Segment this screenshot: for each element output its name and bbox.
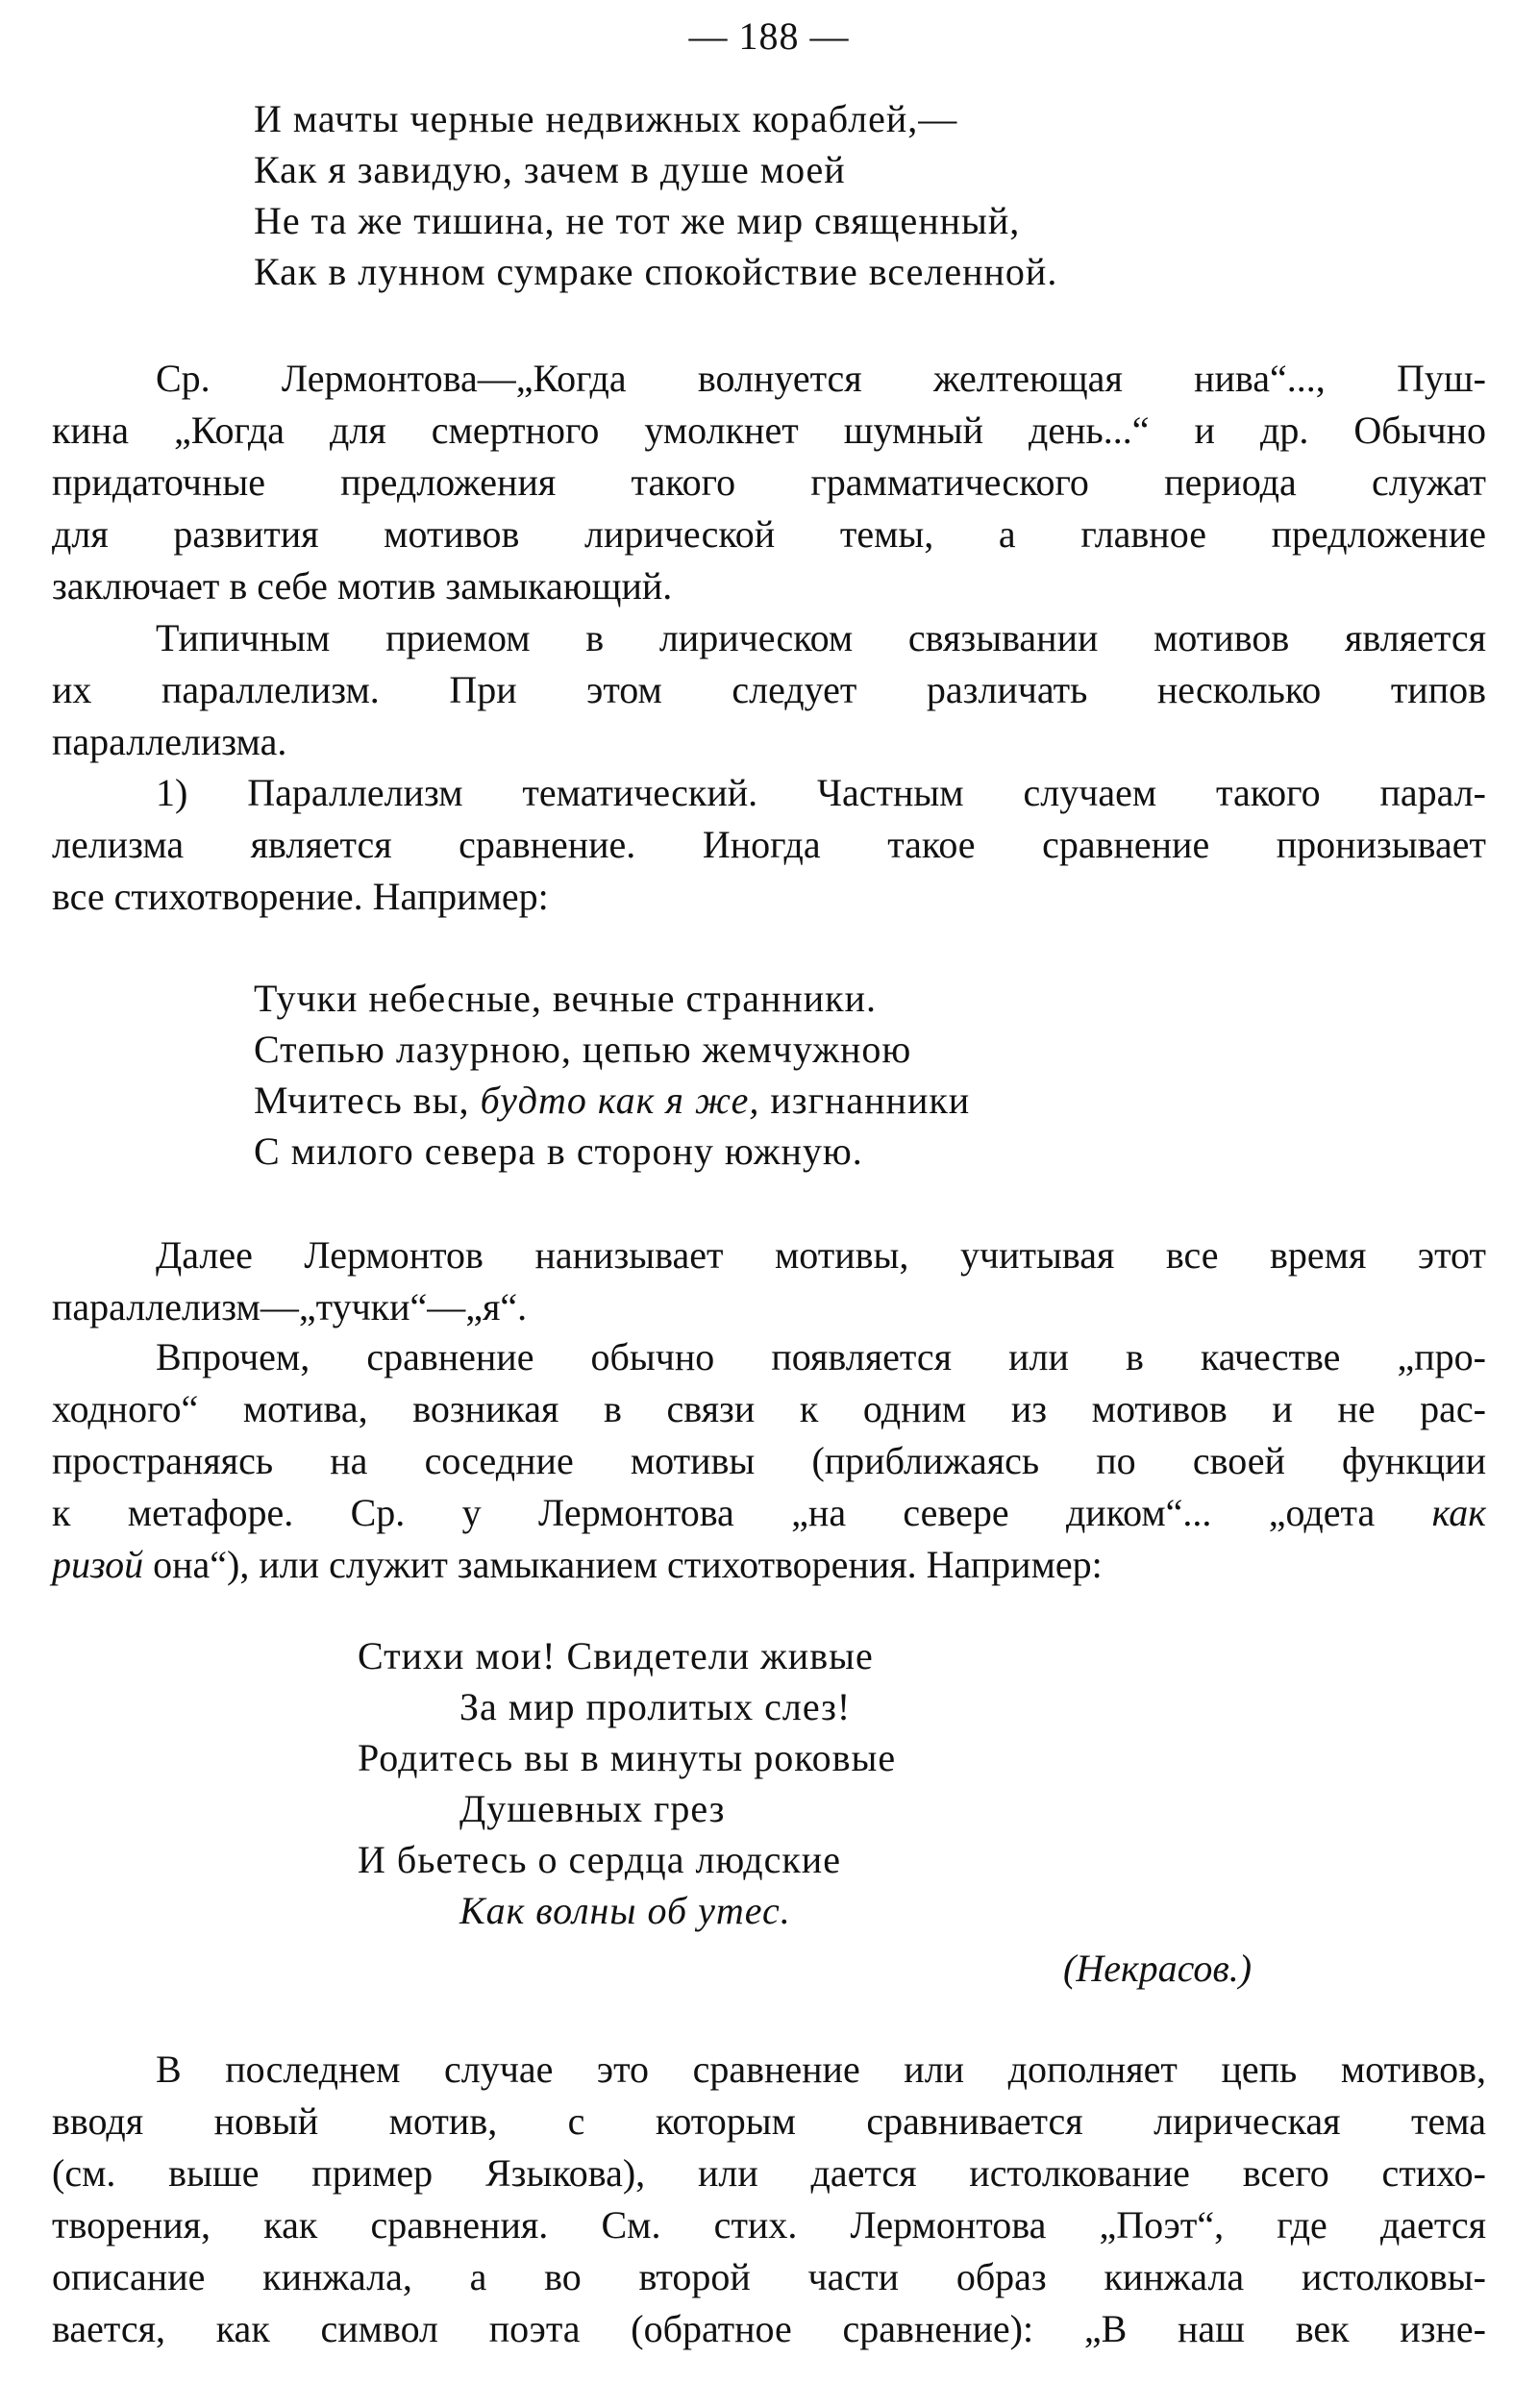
verse-line: За мир пролитых слез! [459,1685,852,1728]
text-line: Впрочем, сравнение обычно появляется или в качестве „про- [156,1335,1486,1378]
text-line: описание кинжала, а во второй части образ кинжала истолковы- [52,2255,1486,2298]
text-line [52,1540,1486,1590]
text-line: параллелизма. [52,720,287,763]
text-line: Ср. Лермонтова—„Когда волнуется желтеющая нива“..., Пуш- [156,357,1486,400]
verse-line: С милого севера в сторону южную. [254,1130,863,1173]
text-run: изгнанники [759,1079,971,1122]
text-line: параллелизм—„тучки“—„я“. [52,1285,528,1328]
verse-line: Как в лунном сумраке спокойствие вселенной. [254,250,1058,293]
text-line: Типичным приемом в лирическом связывании мотивов является [156,616,1486,659]
verse-line: Тучки небесные, вечные странники. [254,977,878,1020]
text-line: пространяясь на соседние мотивы (приближаясь по своей функции [52,1439,1486,1482]
text-run: она“), или служит замыканием стихотворения. Например: [143,1543,1103,1586]
verse-line: И мачты черные недвижных кораблей,— [254,97,958,140]
text-line: придаточные предложения такого грамматического периода служат [52,460,1486,504]
text-line: Далее Лермонтов нанизывает мотивы, учитывая все время этот [156,1233,1486,1277]
page-number: — 188 — [688,14,850,58]
text-line: лелизма является сравнение. Иногда такое сравнение пронизывает [52,823,1486,866]
verse-line: Не та же тишина, не тот же мир священный, [254,199,1021,242]
text-line: В последнем случае это сравнение или дополняет цепь мотивов, [156,2048,1486,2091]
text-line: заключает в себе мотив замыкающий. [52,564,673,608]
italic-emphasis: будто как я же, [480,1079,760,1122]
attribution: (Некрасов.) [1063,1947,1253,1990]
text-line: их параллелизм. При этом следует различать несколько типов [52,668,1486,711]
verse-line: Душевных грез [459,1787,726,1830]
text-line: все стихотворение. Например: [52,875,549,918]
text-line: кина „Когда для смертного умолкнет шумный день...“ и др. Обычно [52,409,1486,452]
verse-line: Родитесь вы в минуты роковые [358,1736,897,1779]
italic-emphasis: ризой [52,1543,144,1586]
text-run: Мчитесь вы, [254,1079,481,1122]
text-line: вводя новый мотив, с которым сравнивается лирическая тема [52,2099,1486,2143]
text-line: (см. выше пример Языкова), или дается истолкование всего стихо- [52,2151,1486,2195]
text-line: ходного“ мотива, возникая в связи к одним из мотивов и не рас- [52,1387,1486,1430]
verse-line: Степью лазурною, цепью жемчужною [254,1028,912,1071]
text-line: творения, как сравнения. См. стих. Лермонтова „Поэт“, где дается [52,2203,1486,2247]
verse-line: Как волны об утес. [459,1889,791,1932]
verse-line: И бьетесь о сердца людские [358,1838,841,1881]
verse-line: Как я завидую, зачем в душе моей [254,148,846,191]
text-run: к метафоре. Ср. у Лермонтова „на севере диком“... „одета [52,1491,1432,1534]
text-line: вается, как символ поэта (обратное сравнение): „В наш век изне- [52,2307,1486,2350]
text-line: 1) Параллелизм тематический. Частным случаем такого парал- [156,771,1486,814]
italic-emphasis: как [1431,1491,1486,1534]
verse-line: Стихи мои! Свидетели живые [358,1634,874,1677]
verse-line [254,1076,970,1126]
text-line [52,1488,1486,1538]
text-line: для развития мотивов лирической темы, а главное предложение [52,512,1486,556]
